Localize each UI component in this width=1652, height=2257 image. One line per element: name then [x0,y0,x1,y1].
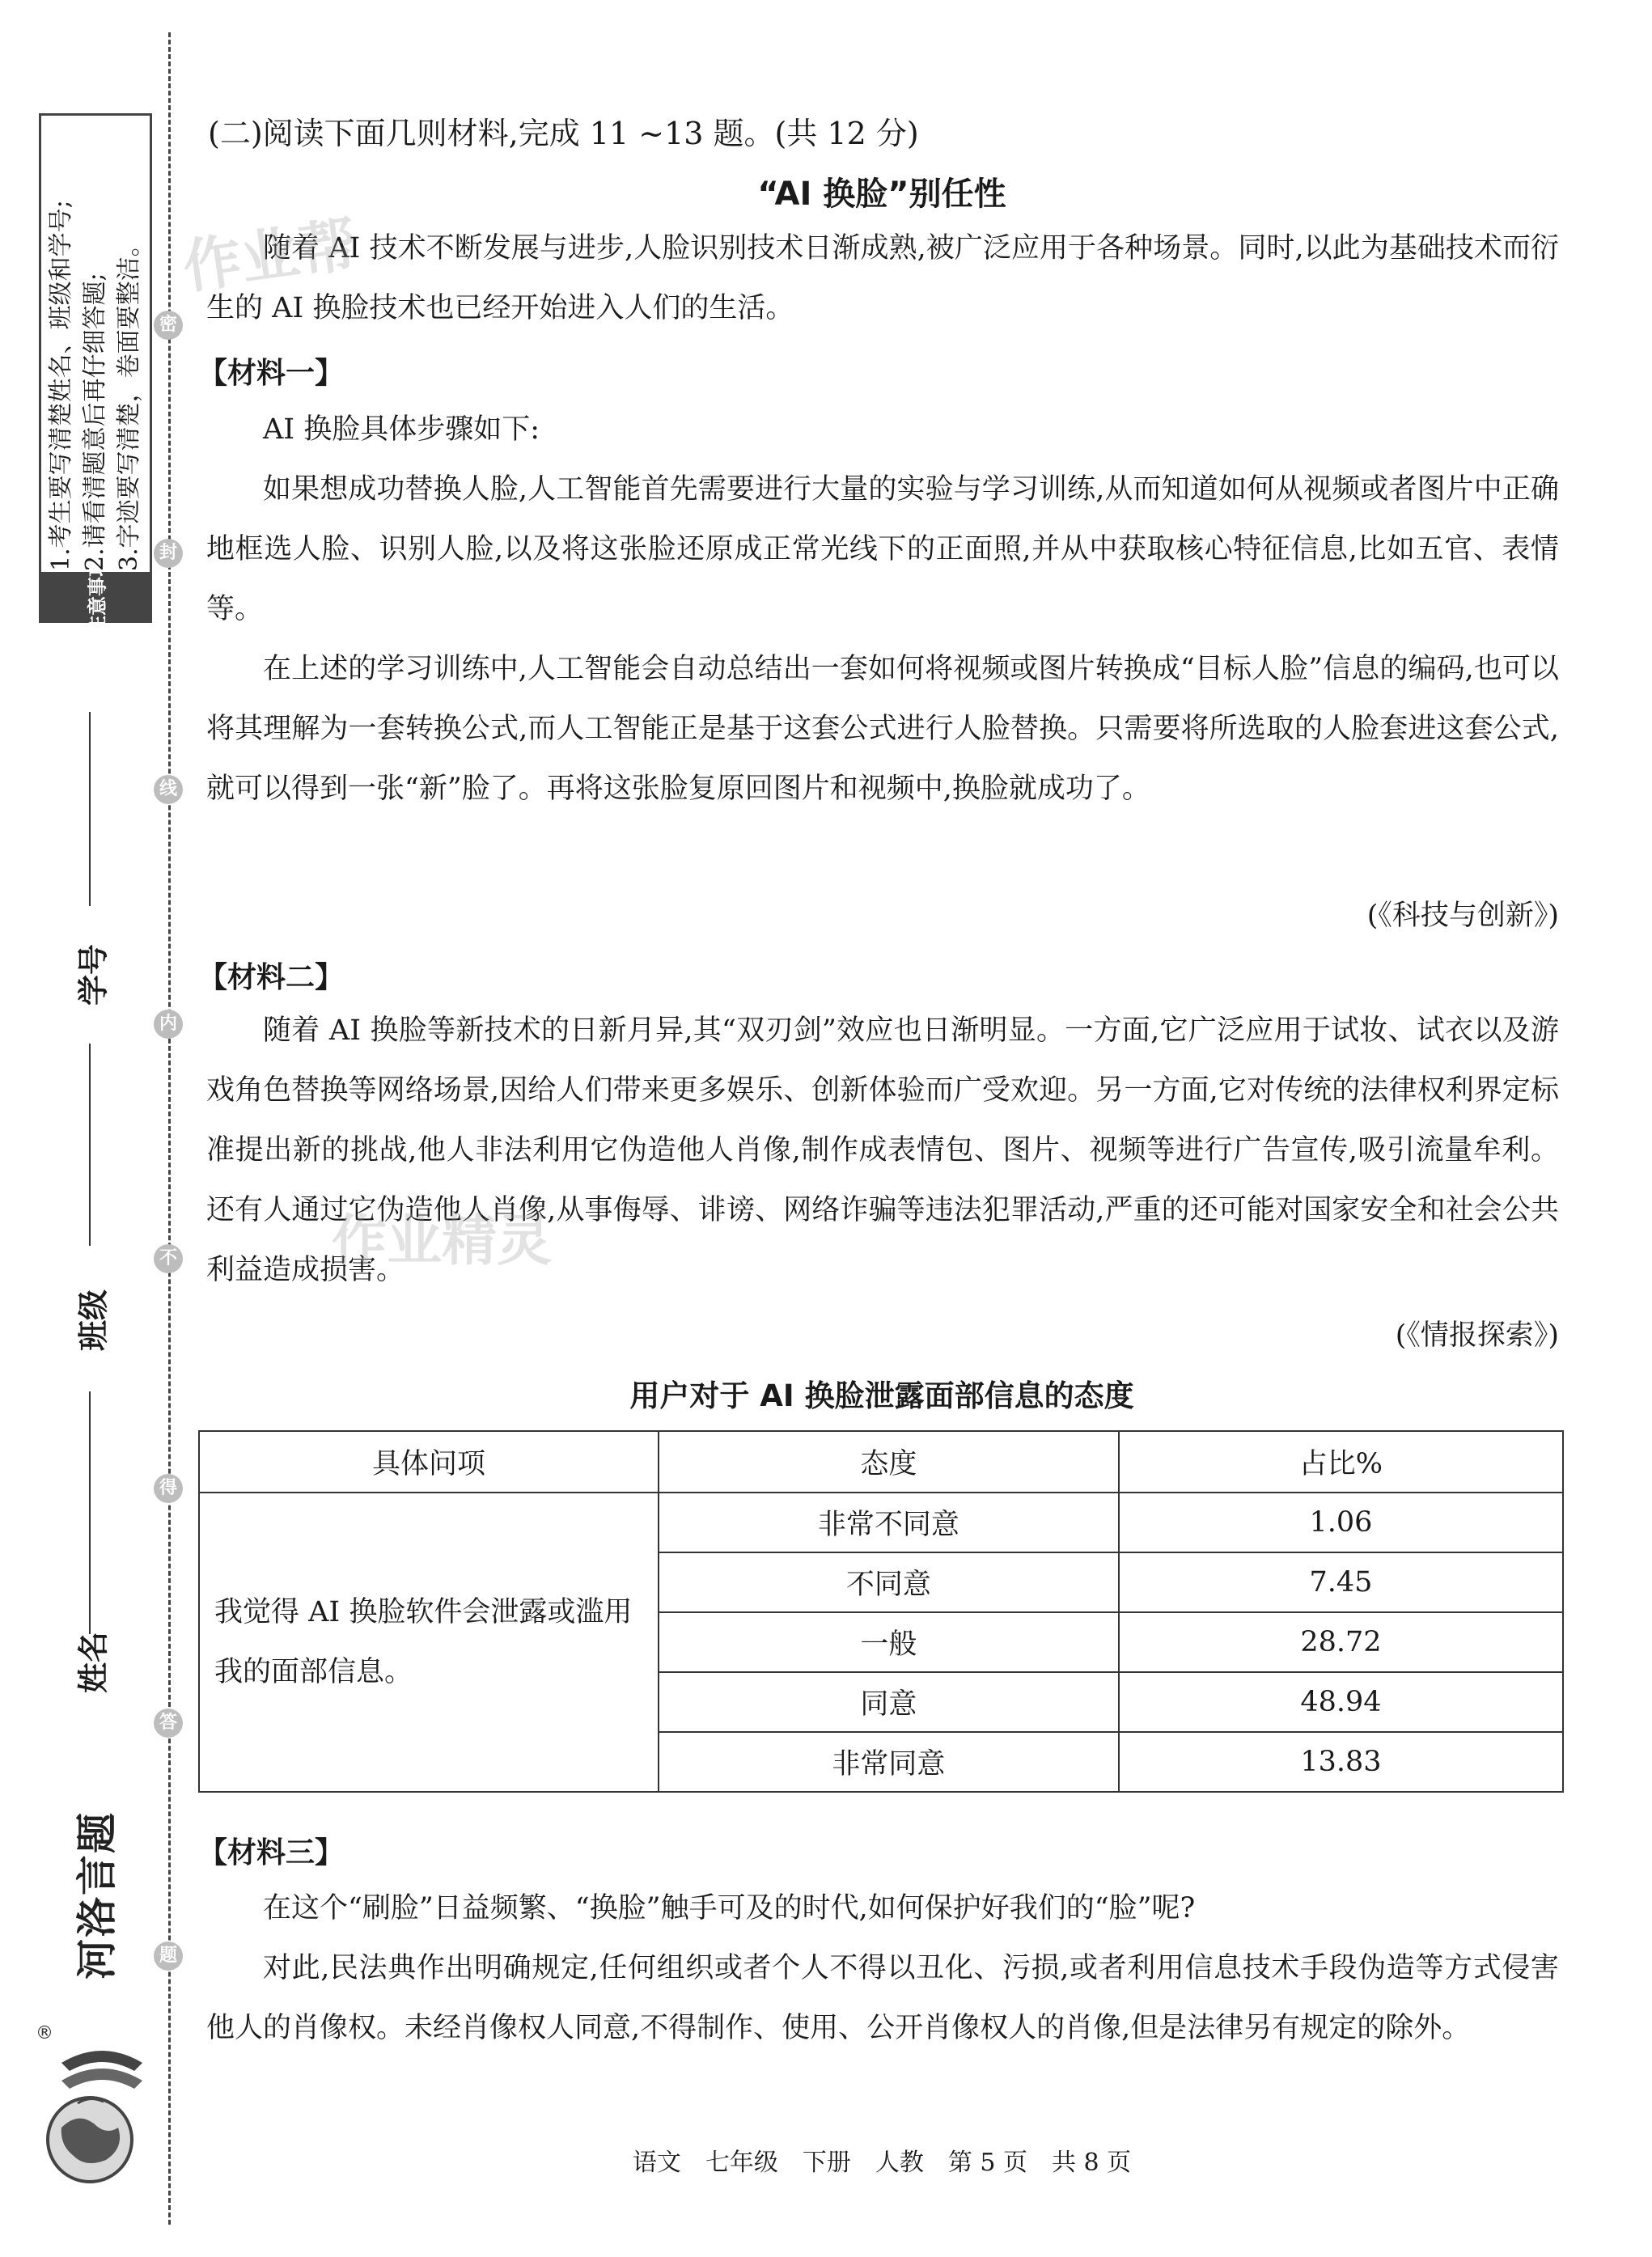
class-line[interactable] [89,1391,91,1634]
table-header: 占比% [1119,1431,1563,1493]
notice-line: 3.字迹要写清楚，卷面要整洁。 [115,232,143,571]
seal-char: 答 [154,1709,183,1738]
table-title: 用户对于 AI 换脸泄露面部信息的态度 [629,1378,1134,1413]
seal-char: 封 [154,539,183,568]
percent-cell: 7.45 [1119,1552,1563,1612]
notice-lines [44,118,146,571]
percent-cell: 13.83 [1119,1732,1563,1792]
name-label: 姓名 [75,1631,112,1694]
student-id-line[interactable] [89,712,91,906]
intro-paragraph: 随着 AI 技术不断发展与进步,人脸识别技术日渐成熟,被广泛应用于各种场景。同时,以此为基础技术而衍生的 AI 换脸技术也已经开始进入人们的生活。 [206,232,1559,324]
material3-label: 【材料三】 [198,1836,345,1870]
seal-char: 密 [154,311,183,340]
material2-source: (《情报探索》) [1395,1319,1559,1352]
percent-cell: 48.94 [1119,1672,1563,1732]
watermark: 作业帮 [179,210,362,302]
student-id-line-lower[interactable] [89,1044,91,1246]
section-heading: (二)阅读下面几则材料,完成 11 ~13 题。(共 12 分) [208,116,919,151]
material1-paragraph: 在上述的学习训练中,人工智能会自动总结出一套如何将视频或图片转换成“目标人脸”信息的编码,也可以将其理解为一套转换公式,而人工智能正是基于这套公式进行人脸替换。只需要将所选取的人脸套进这套公式,就可以得到一张“新”脸了。再将这张脸复原回图片和视频中,换脸就成功了。 [206,653,1559,805]
notice-heading: 注意事项 [41,572,150,620]
notice-line: 2.请看清题意后再仔细答题; [81,273,109,571]
globe-logo-icon [29,2006,150,2192]
page-footer: 语文 七年级 下册 人教 第 5 页 共 8 页 [632,2149,1132,2177]
material3-paragraph: 对此,民法典作出明确规定,任何组织或者个人不得以丑化、污损,或者利用信息技术手段伪造等方式侵害他人的肖像权。未经肖像权人同意,不得制作、使用、公开肖像权人的肖像,但是法律另有规定的除外。 [206,1952,1559,2044]
exam-notice-box [39,113,152,635]
material1-label: 【材料一】 [198,357,345,390]
survey-item-cell [199,1493,659,1792]
seal-char: 不 [154,1244,183,1273]
article-title: “AI 换脸”别任性 [757,176,1006,213]
class-label: 班级 [75,1289,112,1352]
percent-cell: 28.72 [1119,1612,1563,1672]
survey-item-text: 我觉得 AI 换脸软件会泄露或滥用我的面部信息。 [214,1596,633,1688]
student-id-label: 学号 [75,943,112,1006]
brand-logo: 河洛言题 [74,1810,121,1980]
material1-paragraph: 如果想成功替换人脸,人工智能首先需要进行大量的实验与学习训练,从而知道如何从视频或者图片中正确地框选人脸、识别人脸,以及将这张脸还原成正常光线下的正面照,并从中获取核心特征信息,比如五官、表情等。 [206,473,1559,625]
attitude-cell: 一般 [659,1612,1119,1672]
svg-text:®: ® [36,2023,53,2043]
percent-cell: 1.06 [1119,1493,1563,1552]
notice-line: 1.考生要写清楚姓名、班级和学号; [47,200,75,571]
seal-char: 题 [154,1942,183,1971]
seal-char: 得 [154,1474,183,1503]
material1-paragraph: AI 换脸具体步骤如下: [263,413,540,446]
survey-table [198,1430,1564,1793]
attitude-cell: 非常同意 [659,1732,1119,1792]
material3-paragraph: 在这个“刷脸”日益频繁、“换脸”触手可及的时代,如何保护好我们的“脸”呢? [263,1892,1196,1925]
table-header-row [199,1431,1563,1493]
seal-char: 线 [154,775,183,804]
binding-strip [0,0,188,2257]
table-header: 具体问项 [199,1431,659,1493]
material1-source: (《科技与创新》) [1366,900,1559,932]
attitude-cell: 不同意 [659,1552,1119,1612]
watermark: 作业精灵 [332,1209,553,1273]
attitude-cell: 同意 [659,1672,1119,1732]
cut-line [168,32,171,2225]
material2-paragraph: 随着 AI 换脸等新技术的日新月异,其“双刃剑”效应也日渐明显。一方面,它广泛应用于试妆、试衣以及游戏角色替换等网络场景,因给人们带来更多娱乐、创新体验而广受欢迎。另一方面,它对传统的法律权利界定标准提出新的挑战,他人非法利用它伪造他人肖像,制作成表情包、图片、视频等进行广告宣传,吸引流量牟利。还有人通过它伪造他人肖像,从事侮辱、诽谤、网络诈骗等违法犯罪活动,严重的还可能对国家安全和社会公共利益造成损害。 [206,1014,1559,1286]
table-row [199,1493,1563,1552]
material2-label: 【材料二】 [198,961,345,994]
seal-char: 内 [154,1010,183,1039]
table-header: 态度 [659,1431,1119,1493]
attitude-cell: 非常不同意 [659,1493,1119,1552]
